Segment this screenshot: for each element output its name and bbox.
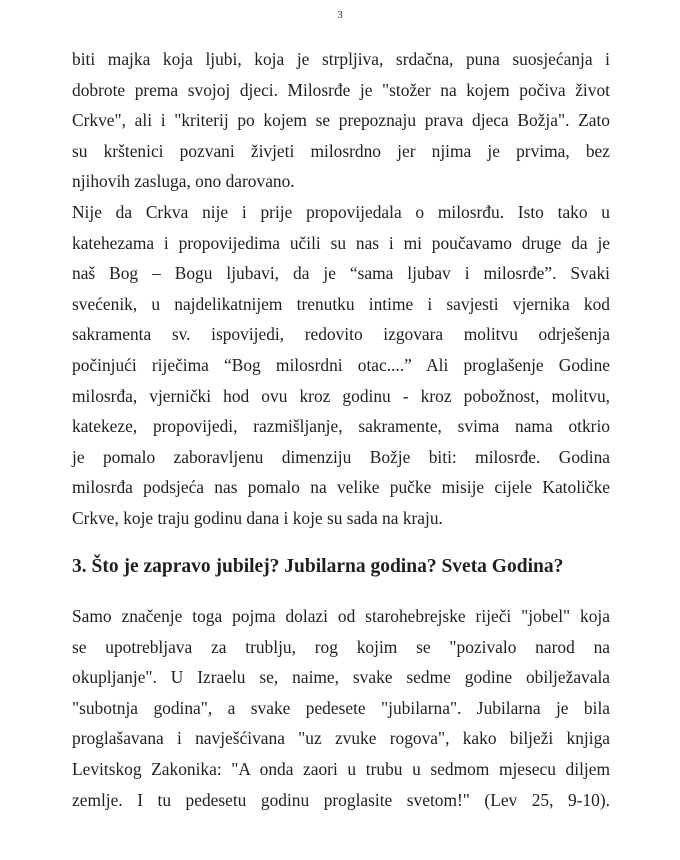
section-heading: 3. Što je zapravo jubilej? Jubilarna godina? Sveta Godina? xyxy=(72,555,564,577)
text-line: Nije da Crkva nije i prije propovijedala o milosrđu. Isto tako u xyxy=(72,201,610,222)
text-line: počinjući riječima “Bog milosrdni otac....” Ali proglašenje Godine xyxy=(72,354,610,375)
text-line: Samo značenje toga pojma dolazi od starohebrejske riječi "jobel" koja xyxy=(72,606,610,627)
text-line: su krštenici pozvani živjeti milosrdno jer njima je prvima, bez xyxy=(72,140,610,161)
text-line: je pomalo zaboravljenu dimenziju Božje biti: milosrđe. Godina xyxy=(72,446,610,467)
text-line: Crkve, koje traju godinu dana i koje su sada na kraju. xyxy=(72,507,443,528)
text-line: katehezama i propovijedima učili su nas i mi poučavamo druge da je xyxy=(72,232,610,253)
text-line: zemlje. I tu pedesetu godinu proglasite svetom!" (Lev 25, 9-10). xyxy=(72,789,610,810)
text-line: proglašavana i navješćivana "uz zvuke rogova", kako bilježi knjiga xyxy=(72,728,610,749)
text-line: milosrđa, vjernički hod ovu kroz godinu - kroz pobožnost, molitvu, xyxy=(72,385,610,406)
text-line: okupljanje". U Izraelu se, naime, svake sedme godine obilježavala xyxy=(72,667,610,688)
paragraph-church-preaching xyxy=(72,197,610,534)
text-line: Levitskog Zakonika: "A onda zaori u trubu u sedmom mjesecu diljem xyxy=(72,759,610,780)
paragraph-jubilee-meaning xyxy=(72,601,610,815)
text-line: se upotrebljava za trublju, rog kojim se "pozivalo narod na xyxy=(72,636,610,657)
text-line: sakramenta sv. ispovijedi, redovito izgovara molitvu odrješenja xyxy=(72,324,610,345)
document-body xyxy=(72,44,610,815)
text-line: "subotnja godina", a svake pedesete "jubilarna". Jubilarna je bila xyxy=(72,697,610,718)
text-line: milosrđa podsjeća nas pomalo na velike pučke misije cijele Katoličke xyxy=(72,477,610,498)
page-number: 3 xyxy=(337,9,343,21)
text-line: biti majka koja ljubi, koja je strpljiva, srdačna, puna suosjećanja i xyxy=(72,49,610,69)
text-line: njihovih zasluga, ono darovano. xyxy=(72,171,295,192)
text-line: svećenik, u najdelikatnijem trenutku intime i savjesti vjernika kod xyxy=(72,293,610,314)
text-line: Crkve", ali i "kriterij po kojem se prepoznaju prava djeca Božja". Zato xyxy=(72,110,610,131)
text-line: naš Bog – Bogu ljubavi, da je “sama ljubav i milosrđe”. Svaki xyxy=(72,263,610,284)
text-line: dobrote prema svojoj djeci. Milosrđe je "stožer na kojem počiva život xyxy=(72,79,610,100)
paragraph-mercy-intro xyxy=(72,44,610,197)
text-line: katekeze, propovijedi, razmišljanje, sakramente, svima nama otkrio xyxy=(72,416,610,437)
